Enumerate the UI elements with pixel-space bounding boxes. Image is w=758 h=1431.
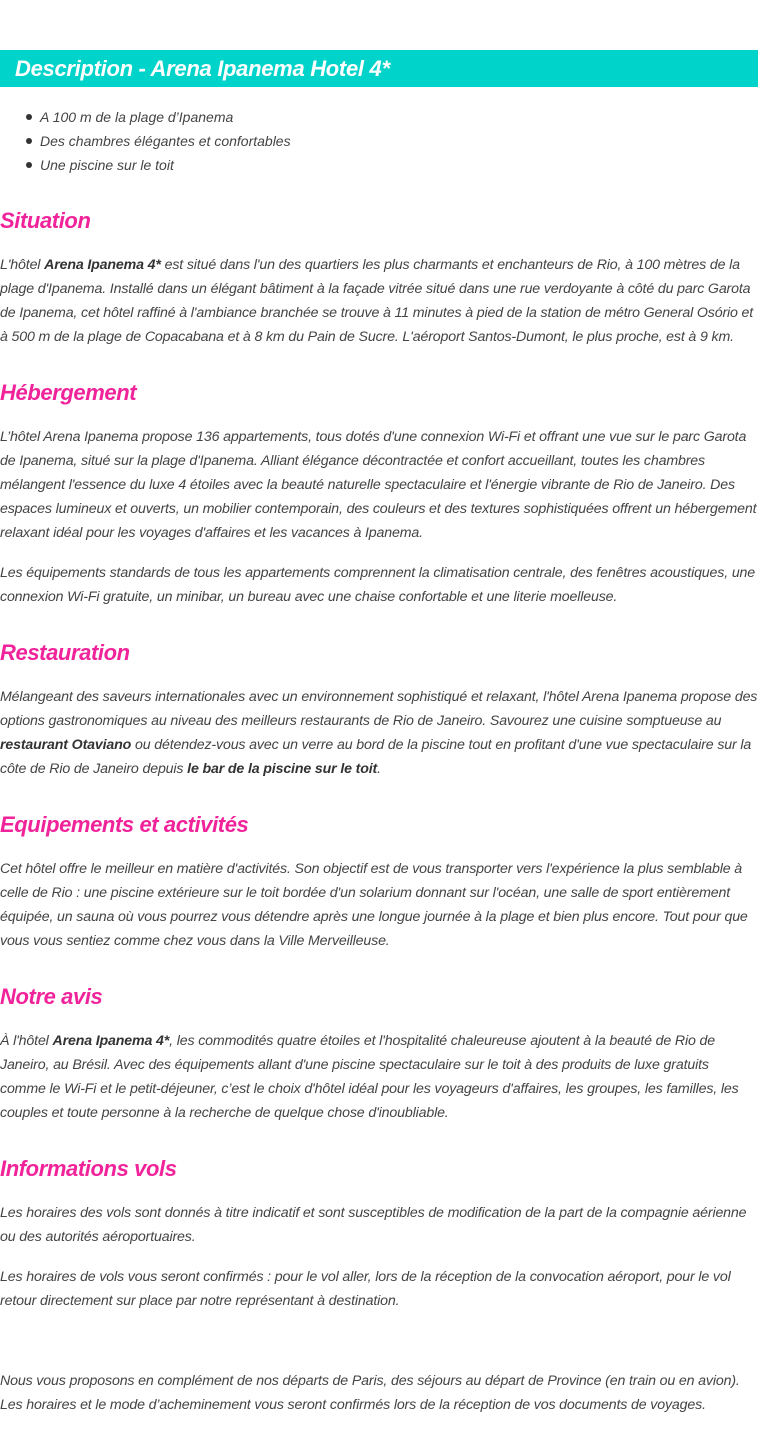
vols-heading: Informations vols xyxy=(0,1156,177,1181)
text-span: ou détendez-vous avec un verre au bord de la piscine tout en profitant d'une vue spectaculaire sur la côte de Rio de Janeiro depuis xyxy=(0,737,752,777)
highlight-text: Une piscine sur le toit xyxy=(40,157,174,173)
text-span: est situé dans l'un des quartiers les plus charmants et enchanteurs de Rio, à 100 mètres de la plage d'Ipanema. Installé dans un élégant bâtiment à la façade vitrée situé dans une rue verdoyante à côté du parc Garota de Ipanema, cet hôtel raffiné à l'ambiance branchée se trouve à 11 minutes à pied de la station de métro General Osório et à 500 m de la plage de Copacabana et à 8 km du Pain de Sucre. L'aéroport Santos-Dumont, le plus proche, est à 9 km. xyxy=(0,257,754,345)
text-span: Mélangeant des saveurs internationales avec un environnement sophistiqué et relaxant, l'hôtel Arena Ipanema propose des options gastronomiques au niveau des meilleurs restaurants de Rio de Janeiro. Savourez une cuisine somptueuse au xyxy=(0,689,758,729)
rooftop-bar-bold: le bar de la piscine sur le toit xyxy=(187,761,378,777)
hotel-name-bold: Arena Ipanema 4* xyxy=(44,257,161,273)
list-item xyxy=(0,153,758,177)
hebergement-paragraph-1: L’hôtel Arena Ipanema propose 136 appartements, tous dotés d'une connexion Wi-Fi et offrant une vue sur le parc Garota de Ipanema, situé sur la plage d'Ipanema. Alliant élégance décontractée et confort accueillant, toutes les chambres mélangent l'essence du luxe 4 étoiles avec la beauté naturelle spectaculaire et l'énergie vibrante de Rio de Janeiro. Des espaces lumineux et ouverts, un mobilier contemporain, des couleurs et des textures sophistiquées offrent un hébergement relaxant idéal pour les voyages d'affaires et les vacances à Ipanema. xyxy=(0,429,757,541)
list-item xyxy=(0,129,758,153)
restaurant-name-bold: restaurant Otaviano xyxy=(0,737,132,753)
restauration-heading: Restauration xyxy=(0,640,130,665)
text-span: , les commodités quatre étoiles et l'hospitalité chaleureuse ajoutent à la beauté de Rio de Janeiro, au Brésil. Avec des équipements allant d'une piscine spectaculaire sur le toit à des produits de luxe gratuits comme le Wi-Fi et le petit-déjeuner, c’est le choix d'hôtel idéal pour les voyageurs d'affaires, les groupes, les familles, les couples et toute personne à la recherche de quelque chose d'inoubliable. xyxy=(0,1033,739,1121)
highlight-text: A 100 m de la plage d’Ipanema xyxy=(40,109,234,125)
avis-heading: Notre avis xyxy=(0,984,103,1009)
vols-paragraph-1: Les horaires des vols sont donnés à titre indicatif et sont susceptibles de modification de la part de la compagnie aérienne ou des autorités aéroportuaires. xyxy=(0,1205,747,1245)
list-item xyxy=(0,105,758,129)
hotel-name-bold: Arena Ipanema 4* xyxy=(52,1033,170,1049)
situation-heading: Situation xyxy=(0,208,91,233)
bullet-icon xyxy=(26,162,32,168)
banner-title: Description - Arena Ipanema Hotel 4* xyxy=(15,55,390,81)
hebergement-heading: Hébergement xyxy=(0,380,137,405)
avis-paragraph xyxy=(0,1029,758,1125)
restauration-paragraph xyxy=(0,685,758,781)
equipements-paragraph: Cet hôtel offre le meilleur en matière d'activités. Son objectif est de vous transporter vers l'expérience la plus semblable à celle de Rio : une piscine extérieure sur le toit bordée d'un solarium donnant sur l'océan, une salle de sport entièrement équipée, un sauna où vous pourrez vous détendre après une longue journée à la plage et bien plus encore. Tout pour que vous vous sentiez comme chez vous dans la Ville Merveilleuse. xyxy=(0,861,748,949)
bullet-icon xyxy=(26,138,32,144)
vols-paragraph-2: Les horaires de vols vous seront confirmés : pour le vol aller, lors de la réception de la convocation aéroport, pour le vol retour directement sur place par notre représentant à destination. xyxy=(0,1269,731,1309)
text-span: L'hôtel xyxy=(0,257,45,273)
description-banner xyxy=(0,50,758,87)
situation-paragraph xyxy=(0,253,758,349)
text-span: . xyxy=(377,761,381,777)
hebergement-paragraph-2: Les équipements standards de tous les appartements comprennent la climatisation centrale, des fenêtres acoustiques, une connexion Wi-Fi gratuite, un minibar, un bureau avec une chaise confortable et une literie moelleuse. xyxy=(0,565,756,605)
equipements-heading: Equipements et activités xyxy=(0,812,249,837)
vols-paragraph-3: Nous vous proposons en complément de nos départs de Paris, des séjours au départ de Province (en train ou en avion). Les horaires et le mode d’acheminement vous seront confirmés lors de la réception de vos documents de voyages. xyxy=(0,1373,740,1413)
text-span: À l'hôtel xyxy=(0,1033,53,1049)
hotel-description xyxy=(0,50,758,1417)
bullet-icon xyxy=(26,114,32,120)
highlights-list xyxy=(0,105,758,177)
highlight-text: Des chambres élégantes et confortables xyxy=(40,133,291,149)
